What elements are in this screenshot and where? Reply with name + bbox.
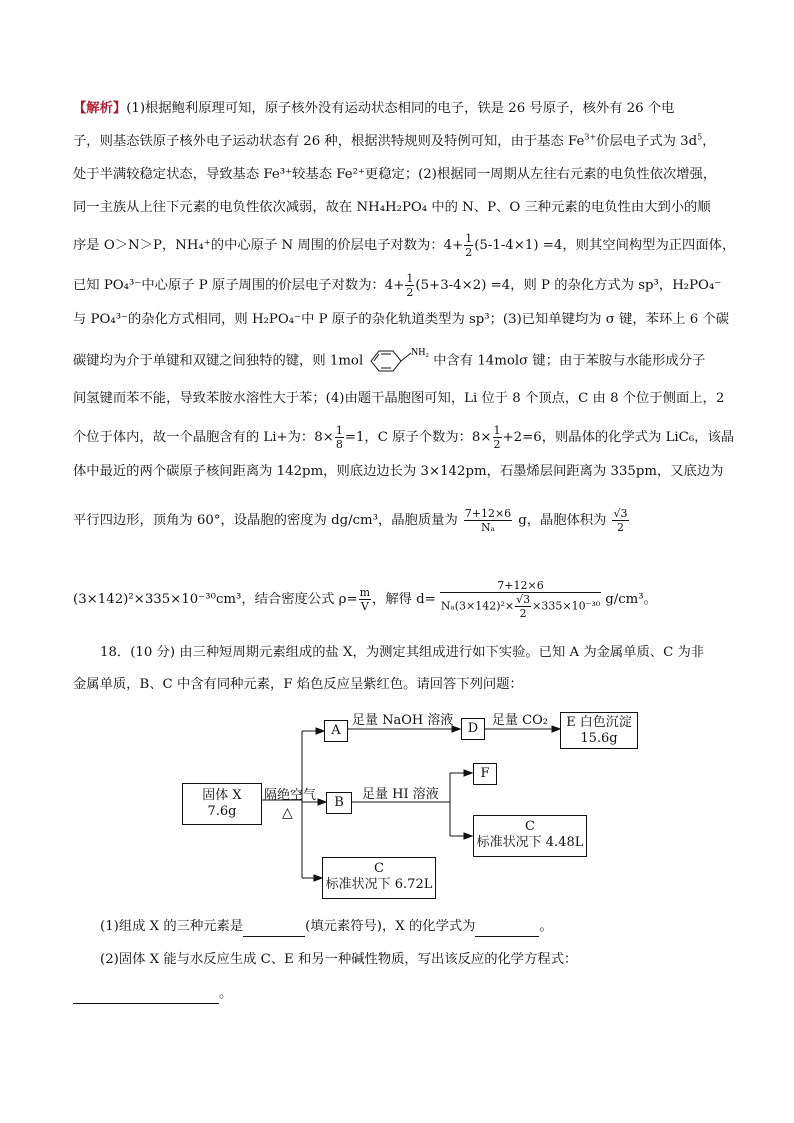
fraction-sqrt3-over-2: $\frac{√3}{2}$ xyxy=(613,507,628,534)
subquestion-2: (2)固体 X 能与水反应生成 C、E 和另一种碱性物质，写出该反应的化学方程式： xyxy=(100,952,578,967)
box-c-lower: C 标准状况下 6.72L xyxy=(322,857,436,899)
analysis-line-7: 与 PO₄³⁻的杂化方式相同，则 H₂PO₄⁻中 P 原子的杂化轨道类型为 sp³；(3)已知单键均为 σ 键，苯环上 6 个碳 xyxy=(73,312,730,327)
fraction-mass: $\frac{7+12\times 6}{\text{Nₐ}}$ xyxy=(464,507,512,534)
analysis-line-2: 子，则基态铁原子核外电子运动状态有 26 种，根据洪特规则及特例可知，由于基态 $Fe^{3+}$价层电子式为 $3d^5$， xyxy=(73,132,716,149)
box-b: B xyxy=(326,792,352,814)
analysis-line-13: (3×142)²×335×10⁻³⁰cm³，结合密度公式 ρ= $\frac{m}{V}$ ，解得 d= 7+12×6 Nₐ(3×142)²× $\frac{√3}{2}$ ×335×10⁻³⁰ g/cm³。 xyxy=(73,579,657,620)
box-d: D xyxy=(461,718,485,740)
question-line-2: 金属单质，B、C 中含有同种元素，F 焰色反应呈紫红色。请回答下列问题： xyxy=(73,677,523,692)
analysis-line-10: 个位于体内，故一个晶胞含有的 Li+为：8× $\frac{1}{8}$ =1，C 原子个数为：8× $\frac{1}{2}$ +2=6，则晶体的化学式为 LiC₆，该晶 xyxy=(73,424,735,451)
reagent-hi: 足量 HI 溶液 xyxy=(362,787,439,802)
fraction-half: $\frac{1}{2}$ xyxy=(493,424,501,451)
heat-symbol: △ xyxy=(282,805,293,821)
box-solid-x: 固体 X 7.6g xyxy=(182,783,262,825)
box-e: E 白色沉淀 15.6g xyxy=(560,712,638,749)
reagent-naoh: 足量 NaOH 溶液 xyxy=(352,713,454,728)
subquestion-2-answer: 。 xyxy=(73,985,232,1004)
question-line-1: 18．(10 分) 由三种短周期元素组成的盐 X，为测定其组成进行如下实验。已知 A 为金属单质、C 为非 xyxy=(100,645,705,660)
answer-blank-formula[interactable] xyxy=(475,918,539,937)
answer-blank-equation[interactable] xyxy=(73,985,219,1004)
analysis-line-8: 碳键均为介于单键和双键之间独特的键，则 1mol NH₂ 中含有 14molσ 键；由于苯胺与水能形成分子 xyxy=(73,347,705,375)
fraction-sqrt3-over-2: $\frac{√3}{2}$ xyxy=(516,593,531,620)
analysis-line-5: 序是 O＞N＞P，NH₄⁺的中心原子 N 周围的价层电子对数为：4+ $\frac{1}{2}$ (5-1-4×1) =4，则其空间构型为正四面体， xyxy=(73,232,736,259)
analysis-line-11: 体中最近的两个碳原子核间距离为 142pm，则底边边长为 3×142pm，石墨烯层间距离为 335pm，又底边为 xyxy=(73,464,724,479)
analysis-line-3: 处于半满较稳定状态，导致基态 Fe³⁺较基态 Fe²⁺更稳定；(2)根据同一周期从左往右元素的电负性依次增强， xyxy=(73,167,717,182)
condition-label: 隔绝空气 xyxy=(264,788,317,803)
box-a: A xyxy=(324,720,348,742)
fraction-half: $\frac{1}{2}$ xyxy=(406,272,414,299)
reagent-co2: 足量 CO₂ xyxy=(492,713,548,728)
answer-blank-elements[interactable] xyxy=(243,918,305,937)
fraction-rho: $\frac{m}{V}$ xyxy=(359,586,371,613)
box-f: F xyxy=(473,763,497,785)
analysis-line-1: 【解析】(1)根据鲍利原理可知，原子核外没有运动状态相同的电子，铁是 26 号原子，核外有 26 个电 xyxy=(73,101,675,116)
analysis-line-6: 已知 PO₄³⁻中心原子 P 原子周围的价层电子对数为：4+ $\frac{1}{2}$ (5+3-4×2) =4，则 P 的杂化方式为 sp³，H₂PO₄⁻ xyxy=(73,272,722,299)
analysis-line-4: 同一主族从上往下元素的电负性依次减弱，故在 NH₄H₂PO₄ 中的 N、P、O 三种元素的电负性由大到小的顺 xyxy=(73,200,711,215)
fraction-density: 7+12×6 Nₐ(3×142)²× $\frac{√3}{2}$ ×335×10⁻³⁰ xyxy=(440,579,601,620)
subquestion-1: (1)组成 X 的三种元素是 (填元素符号)，X 的化学式为 。 xyxy=(100,918,553,937)
svg-text:NH₂: NH₂ xyxy=(411,347,430,358)
fraction-eighth: $\frac{1}{8}$ xyxy=(335,424,343,451)
fraction-half: $\frac{1}{2}$ xyxy=(465,232,473,259)
analysis-line-9: 间氢键而苯不能，导致苯胺水溶性大于苯；(4)由题干晶胞图可知，Li 位于 8 个顶点，C 由 8 个位于侧面上，2 xyxy=(73,391,725,406)
analysis-tag: 【解析】 xyxy=(73,101,127,116)
analysis-line-12: 平行四边形，顶角为 60°，设晶胞的密度为 dg/cm³，晶胞质量为 $\frac{7+12\times 6}{\text{Nₐ}}$ g，晶胞体积为 $\frac{√3}{2}$ xyxy=(73,507,628,534)
box-c-upper: C 标准状况下 4.48L xyxy=(473,815,587,857)
